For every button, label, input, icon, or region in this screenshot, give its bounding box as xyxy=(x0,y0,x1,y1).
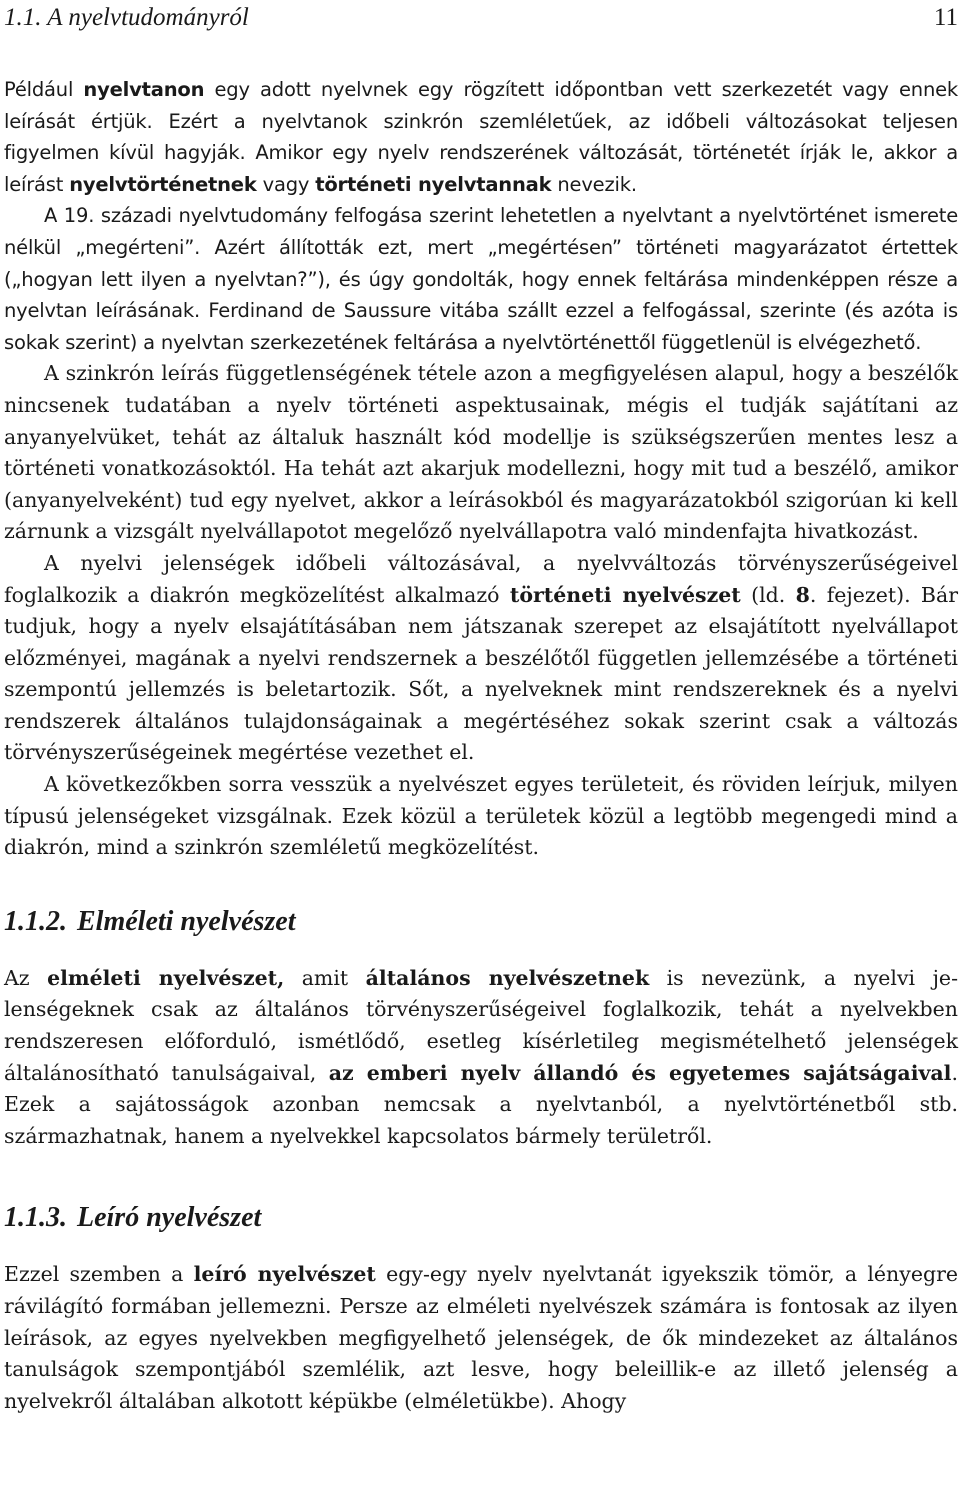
section-heading-elmeleti xyxy=(4,905,958,939)
bold-term-nyelvtortenet: nyelvtörténetnek xyxy=(69,172,257,196)
text-run: A következőkben sorra vesszük a nyelvészet egyes területeit, és röviden leírjuk, milyen típusú jelenségeket vizsgálnak. Ezek közül a területek közül a legtöbb megengedi mind a diakrón, mind a szinkrón szemléletű megközelítést. xyxy=(4,772,958,860)
bold-term-altalanos-nyelveszet: általános nyelvészetnek xyxy=(365,965,650,990)
text-run: egy adott nyelvnek egy rögzített időpontban vett szerkezetét vagy ennek leírását értjük. Ezért a nyelvtanok szinkrón szemléletűek, az időbeli változásokat teljesen figyelmen kívül hagyják. Amikor egy nyelv rendszerének változását, történetét írják le, akkor a leírást xyxy=(4,78,958,196)
paragraph-descriptive xyxy=(4,1259,958,1417)
text-run: vagy xyxy=(256,172,316,196)
text-run: . fejezet). Bár tudjuk, hogy a nyelv elsajátításában nem játszanak szerepet az elsajátított nyelvállapot előzményei, magának a nyelvi rendszernek a beszélőtől független jellemzésébe a történeti szempontú jellemzés is beletartozik. Sőt, a nyelveknek mint rendszereknek és a nyelvi rendszerek általános tulajdonságainak a megértéséhez sokak szerint csak a változás törvényszerűségeinek megértése vezethet el. xyxy=(4,582,958,765)
text-run: A 19. századi nyelvtudomány felfogása szerint lehetetlen a nyelvtant a nyelvtörténet ismerete nélkül „megérteni”. Azért állították ezt, mert „megértésen” történeti magyarázatot értettek („hogyan lett ilyen a nyelvtan?”), és úgy gondolták, hogy ennek feltárása mindenképpen része a nyelvtan leírásának. Ferdinand de Saussure vitába szállt ezzel a felfogással, szerinte (és azóta is sokak szerint) a nyelvtan szerkezetének feltárása a nyelvtörténettől függetlenül is elvégezhető. xyxy=(4,204,958,354)
section-title: Leíró nyelvészet xyxy=(77,1202,262,1234)
paragraph-theoretical xyxy=(4,963,958,1153)
paragraph-nyelvtan-definition xyxy=(4,74,958,200)
section-number: 1.1.2. xyxy=(4,905,67,937)
paragraph-historical xyxy=(4,548,958,769)
text-run: amit xyxy=(284,965,366,990)
page-number: 11 xyxy=(933,4,958,31)
bold-term-nyelvtan: nyelvtanon xyxy=(83,78,205,101)
document-page xyxy=(4,0,958,1417)
text-run: Az xyxy=(4,965,48,990)
text-run: (ld. xyxy=(740,582,796,607)
text-run: A szinkrón leírás függetlenségének tétele azon a megfigyelésen alapul, hogy a beszélők nincsenek tudatában a nyelv történeti aspektusainak, mégis el tudják sajátítani az anyanyelvüket, tehát az általuk használt kód modellje is szükségszerűen mentes lesz a történeti vonatkozásoktól. Ha tehát azt akarjuk modellezni, hogy mit tud a beszélő, amikor (anyanyelveként) tud egy nyelvet, akkor a leírásokból és magyarázatokból szigorúan ki kell zárnunk a vizsgált nyelvállapotot megelőző nyelvállapotra való mindenfajta hivatkozást. xyxy=(4,361,958,544)
bold-term-egyetemes-sajatossagok: az emberi nyelv állandó és egyetemes sajátságaival xyxy=(328,1060,952,1085)
bold-term-torteneti-nyelvtan: történeti nyelvtannak xyxy=(315,172,552,196)
section-heading-leiro xyxy=(4,1201,958,1235)
bold-term-leiro-nyelveszet: leíró nyelvészet xyxy=(193,1262,376,1287)
section-number: 1.1.3. xyxy=(4,1202,67,1234)
text-run: nevezik. xyxy=(551,172,637,196)
chapter-section-title: 1.1. A nyelvtudományról xyxy=(4,4,249,31)
text-run: Például xyxy=(4,78,84,101)
text-run: is nevezünk, a nyelvi jelenségeknek csak az általános törvényszerűségeivel foglalkozik, tehát a nyelvekben rendszeresen előforduló, ismétlődő, esetleg kísérletileg megismételhető jelenségek általánosítható tanulságaival, xyxy=(4,965,958,1085)
paragraph-saussure xyxy=(4,200,958,358)
bold-term-torteneti-nyelveszet: történeti nyelvészet xyxy=(509,582,741,607)
text-run: A nyelvi jelenségek időbeli változásával, a nyelvváltozás törvényszerűségeivel foglalkozik a diakrón megközelítést alkalmazó xyxy=(4,550,958,607)
paragraph-synchronic xyxy=(4,358,958,548)
paragraph-overview xyxy=(4,769,958,864)
text-run: . Ezek a sajátosságok azonban nemcsak a nyelvtanból, a nyelvtörténetből stb. származhatnak, hanem a nyelvekkel kapcsolatos bármely területről. xyxy=(4,1060,958,1148)
section-title: Elméleti nyelvészet xyxy=(77,905,296,937)
running-header xyxy=(4,2,958,38)
text-run: egy-egy nyelv nyelvtanát igyekszik tömör, a lényegre rávilágító formában jellemezni. Persze az elméleti nyelvészek számára is fontosak az ilyen leírások, az egyes nyelvekben megfigyelhető jelenségek, de ők mindezeket az általános tanulságok szempontjából szemlélik, azt lesve, hogy beleillik-e az illető jelenség a nyelvekről általában alkotott képükbe (elméletükbe). Ahogy xyxy=(4,1262,958,1413)
bold-chapter-ref: 8 xyxy=(795,582,810,607)
text-run: Ezzel szemben a xyxy=(4,1262,194,1287)
bold-term-elmeleti-nyelveszet: elméleti nyelvészet, xyxy=(47,965,285,990)
